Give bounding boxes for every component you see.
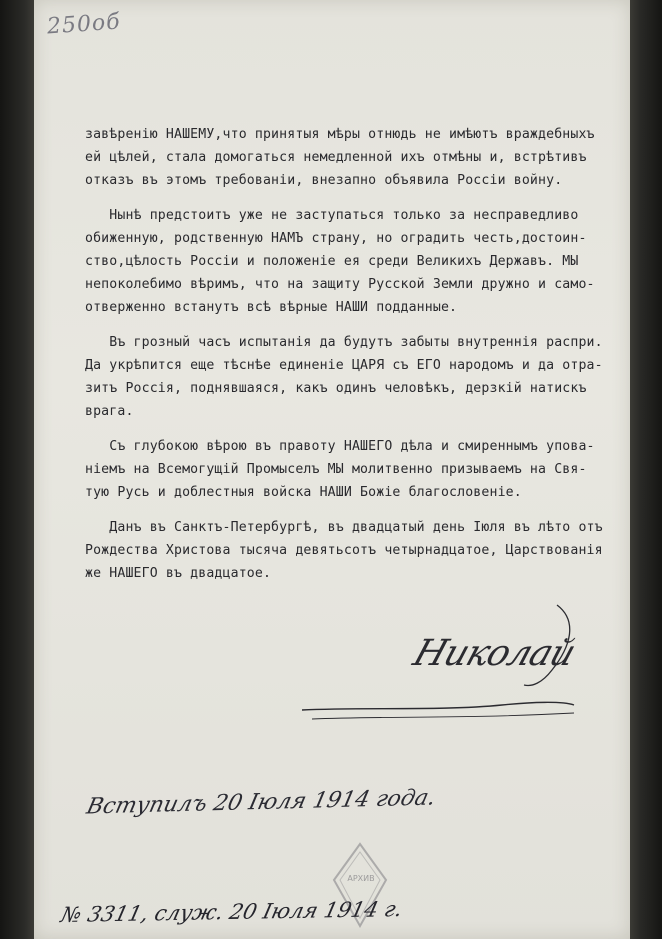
text-line: отверженно встанутъ всѣ вѣрные НАШИ подданные.	[85, 300, 458, 315]
handwritten-entry-note: Вступилъ 20 Іюля 1914 года.	[84, 785, 438, 820]
stamp-label: АРХИВ	[347, 874, 375, 883]
text-line: Данъ въ Санктъ-Петербургѣ, въ двадцатый день Іюля въ лѣто отъ	[85, 520, 603, 535]
text-line: же НАШЕГО въ двадцатое.	[85, 566, 272, 581]
text-line: врага.	[85, 404, 134, 419]
text-line: отказъ въ этомъ требованіи, внезапно объявила Россіи войну.	[85, 173, 563, 188]
paragraph-gap	[85, 504, 625, 516]
text-line: ство,цѣлость Россіи и положеніе ея среди Великихъ Державъ. МЫ	[85, 254, 579, 269]
text-line: Да укрѣпится еще тѣснѣе единеніе ЦАРЯ съ ЕГО народомъ и да отра-	[85, 358, 603, 373]
scan-border-left	[0, 0, 34, 939]
text-line: зитъ Россія, поднявшаяся, какъ одинъ человѣкъ, дерзкій натискъ	[85, 381, 587, 396]
text-line: непоколебимо вѣримъ, что на защиту Русской Земли дружно и само-	[85, 277, 595, 292]
text-line: Рождества Христова тысяча девятьсотъ четырнадцатое, Царствованія	[85, 543, 603, 558]
imperial-signature	[408, 615, 580, 680]
registration-note: № 3311, служ. 20 Іюля 1914 г.	[58, 897, 405, 927]
scan-border-right	[630, 0, 662, 939]
manifesto-body	[85, 123, 625, 585]
paragraph-gap	[85, 192, 625, 204]
paragraph-gap	[85, 423, 625, 435]
text-line: тую Русь и доблестныя войска НАШИ Божіе благословеніе.	[85, 485, 522, 500]
text-line: ей цѣлей, стала домогаться немедленной ихъ отмѣны и, встрѣтивъ	[85, 150, 587, 165]
text-line: обиженную, родственную НАМЪ страну, но оградить честь,достоин-	[85, 231, 587, 246]
signature-name: Николай	[408, 633, 580, 674]
paragraph-gap	[85, 319, 625, 331]
archive-folio-number: 250об	[46, 9, 122, 40]
text-line: Нынѣ предстоитъ уже не заступаться только за несправедливо	[85, 208, 579, 223]
text-line: ніемъ на Всемогущій Промыселъ МЫ молитвенно призываемъ на Свя-	[85, 462, 587, 477]
text-line: Съ глубокою вѣрою въ правоту НАШЕГО дѣла и смиреннымъ упова-	[85, 439, 595, 454]
text-line: завѣренію НАШЕМУ,что принятыя мѣры отнюдь не имѣютъ враждебныхъ	[85, 127, 595, 142]
text-line: Въ грозный часъ испытанія да будутъ забыты внутреннія распри.	[85, 335, 603, 350]
